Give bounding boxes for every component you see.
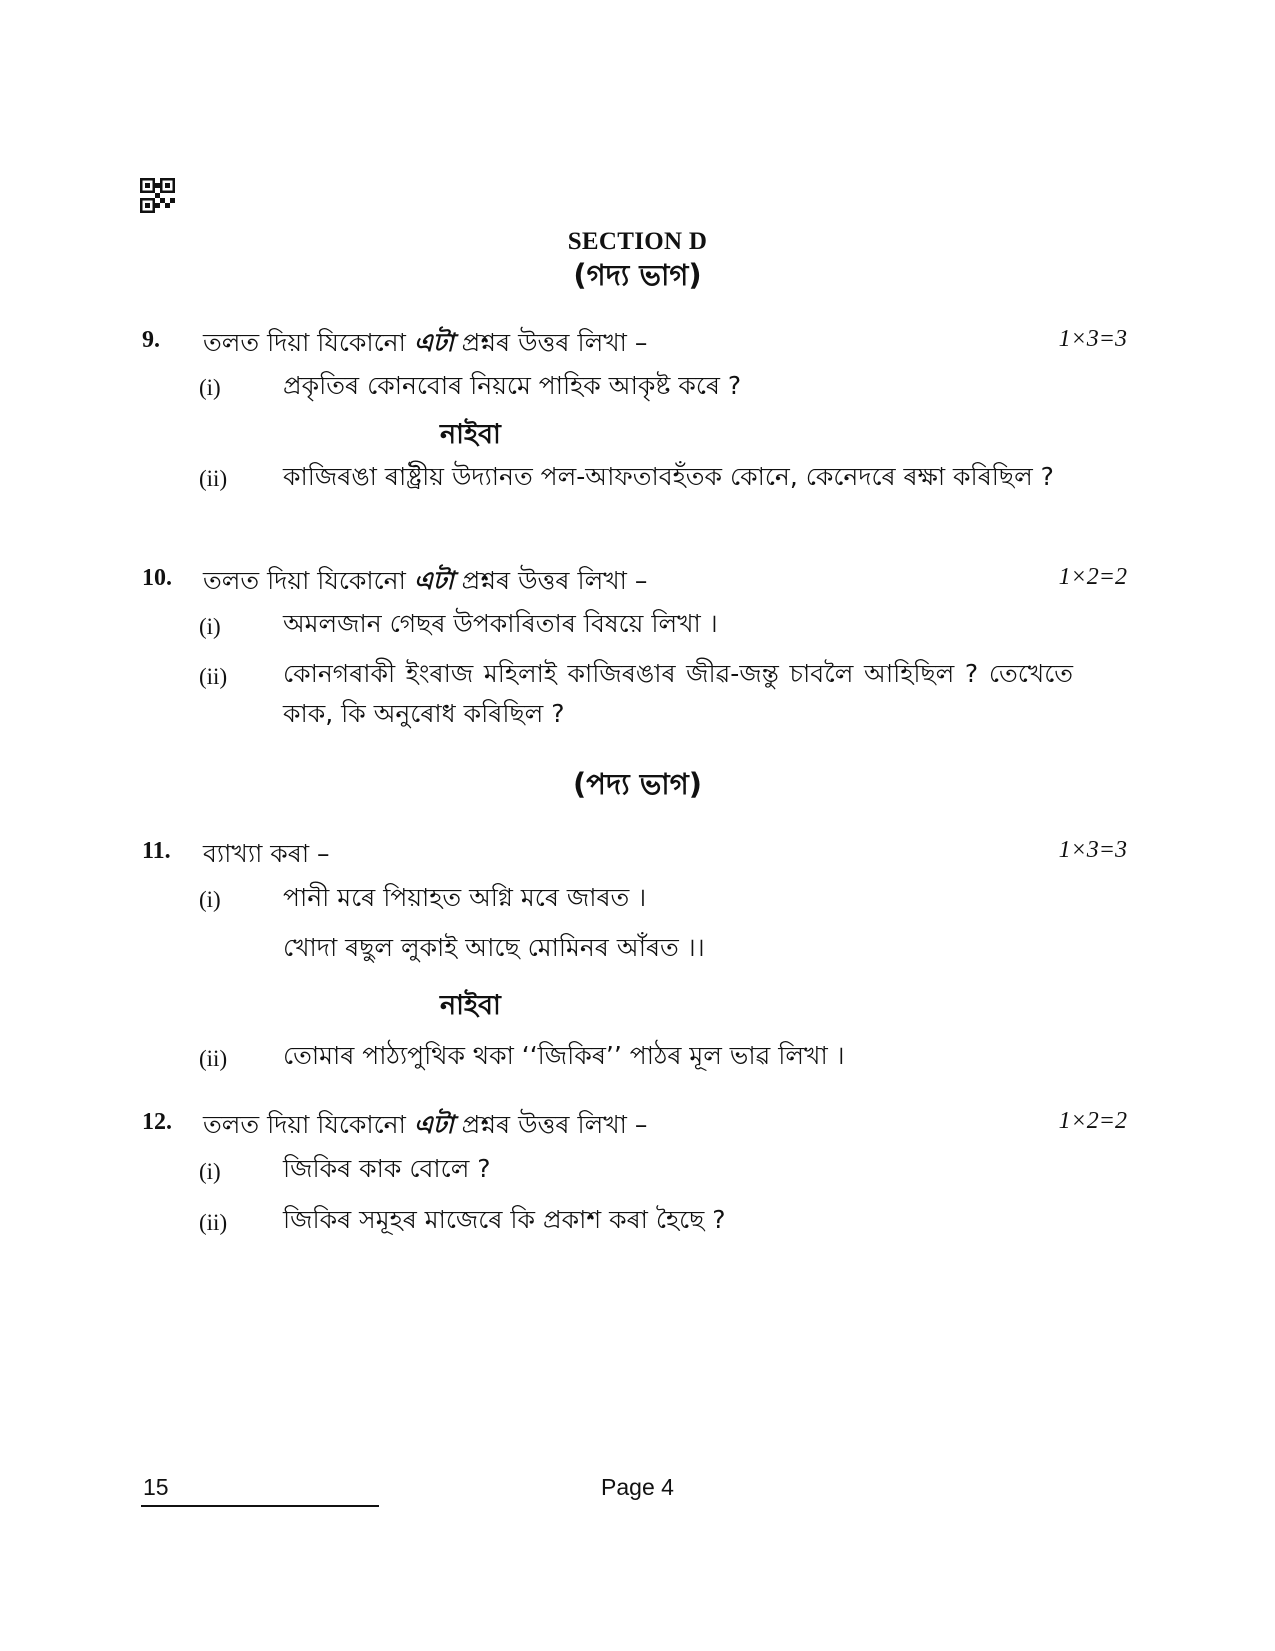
qr-code-icon <box>140 178 175 213</box>
sub-question-text: প্ৰকৃতিৰ কোনবোৰ নিয়মে পাহিক আকৃষ্ট কৰে ? <box>283 371 742 400</box>
sub-question-text: জিকিৰ সমূহৰ মাজেৰে কি প্ৰকাশ কৰা হৈছে ? <box>283 1205 726 1234</box>
sub-question-text: অমলজান গেছৰ উপকাৰিতাৰ বিষয়ে লিখা । <box>283 609 718 638</box>
sub-question-label: (i) <box>199 375 221 400</box>
sub-question-label: (i) <box>199 614 221 639</box>
question-marks: 1×3=3 <box>1058 837 1127 863</box>
section-title: SECTION D <box>567 228 708 255</box>
page-number: Page 4 <box>601 1474 674 1500</box>
prose-heading: (গদ্য ভাগ) <box>573 258 702 292</box>
question-number: 12. <box>142 1109 172 1135</box>
verse-line: পানী মৰে পিয়াহত অগ্নি মৰে জাৰত । <box>283 883 647 912</box>
question-text: ব্যাখ্যা কৰা – <box>203 839 330 868</box>
question-number: 9. <box>142 327 160 353</box>
paper-code: 15 <box>143 1474 169 1500</box>
sub-question-label: (ii) <box>199 1210 228 1235</box>
poetry-heading: (পদ্য ভাগ) <box>573 767 702 801</box>
sub-question-label: (i) <box>199 1159 221 1184</box>
footer-divider <box>141 1505 379 1507</box>
question-marks: 1×2=2 <box>1058 1108 1127 1134</box>
question-text: তলত দিয়া যিকোনো এটা প্ৰশ্নৰ উত্তৰ লিখা – <box>203 566 648 595</box>
verse-line: খোদা ৰছুল লুকাই আছে মোমিনৰ আঁৰত ।। <box>283 933 705 962</box>
sub-question-text: কাজিৰঙা ৰাষ্ট্ৰীয় উদ্যানত পল-আফতাবহঁতক কোনে, কেনেদৰে ৰক্ষা কৰিছিল ? <box>283 462 1054 491</box>
question-text: তলত দিয়া যিকোনো এটা প্ৰশ্নৰ উত্তৰ লিখা – <box>203 1110 648 1139</box>
sub-question-text: তোমাৰ পাঠ্যপুথিক থকা ‘‘জিকিৰ’’ পাঠৰ মূল ভাৱ লিখা । <box>283 1041 845 1070</box>
question-text: তলত দিয়া যিকোনো এটা প্ৰশ্নৰ উত্তৰ লিখা – <box>203 328 648 357</box>
question-number: 11. <box>142 838 171 864</box>
question-marks: 1×3=3 <box>1058 326 1127 352</box>
sub-question-label: (ii) <box>199 1046 228 1071</box>
sub-question-text: জিকিৰ কাক বোলে ? <box>283 1154 491 1183</box>
sub-question-label: (ii) <box>199 466 228 491</box>
sub-question-text: কোনগৰাকী ইংৰাজ মহিলাই কাজিৰঙাৰ জীৱ-জন্তু চাবলৈ আহিছিল ? তেখেতে কাক, কি অনুৰোধ কৰিছিল ? <box>283 659 1073 728</box>
sub-question-label: (i) <box>199 887 221 912</box>
sub-question-label: (ii) <box>199 664 228 689</box>
question-number: 10. <box>142 565 172 591</box>
question-marks: 1×2=2 <box>1058 564 1127 590</box>
or-label: নাইবা <box>440 990 501 1021</box>
or-label: নাইবা <box>440 419 501 450</box>
